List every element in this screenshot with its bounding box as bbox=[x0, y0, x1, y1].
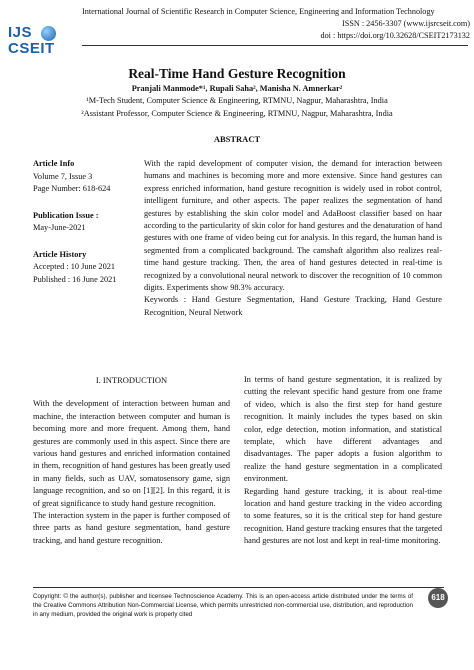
article-history-heading: Article History bbox=[33, 249, 87, 259]
intro-left-column bbox=[33, 374, 230, 547]
abstract-text bbox=[144, 158, 442, 319]
intro-paragraph-3: In terms of hand gesture segmentation, it is realized by cutting the relevant specific hand gesture from one frame of video, which is also the first step for hand gesture recognition. It mainly includes the types based on skin color, edge detection, motion information, and statistical template, which have different advantages and disadvantages. The paper adopts a fusion algorithm to realize the hand gesture segmentation in a complicated environment. bbox=[244, 375, 442, 484]
paper-title: Real-Time Hand Gesture Recognition bbox=[128, 66, 346, 81]
abstract-keywords: Keywords : Hand Gesture Segmentation, Hand Gesture Tracking, Hand Gesture Recognition, Neural Network bbox=[144, 295, 442, 317]
introduction-heading: I. INTRODUCTION bbox=[95, 375, 168, 385]
abstract-paragraph: With the rapid development of computer vision, the demand for interaction between humans and machines is becoming more and more extensive. Since hand gestures can express enriched information, hand gesture recognition is widely used in robot control, intelligent furniture, and other aspects. The paper realizes the segmentation of hand gestures by establishing the skin color model and AdaBoost classifier based on haar according to the particularity of skin color for hand gestures and the denaturation of hand gestures with one frame of video being cut for analysis. In this regard, the human hand is segmented from a complicated background. The camshaft algorithm also realizes real-time hand gesture tracking. Then, the area of hand gestures detected in real-time is recognized by a convolutional neural network to discover the recognition of 10 common digits. Experiments show 98.3% accuracy. bbox=[144, 159, 442, 293]
publication-issue-heading: Publication Issue : bbox=[33, 210, 99, 220]
article-info-heading: Article Info bbox=[33, 159, 75, 168]
intro-paragraph-2: The interaction system in the paper is further composed of three parts as hand gesture segmentation, hand gesture tracking, and hand gesture recognition. bbox=[33, 511, 230, 545]
article-pages: Page Number: 618-624 bbox=[33, 184, 111, 193]
paper-authors: Pranjali Manmode*¹, Rupali Saha², Manisha N. Amnerkar² bbox=[131, 84, 343, 93]
abstract-heading: ABSTRACT bbox=[213, 134, 261, 144]
journal-header bbox=[82, 6, 470, 42]
copyright-notice: Copyright: © the author(s), publisher and licensee Technoscience Academy. This is an open-access article distributed under the terms of the Creative Commons Attribution Non-Commercial License, which permits unrestricted non-commercial use, distribution, and reproduction in any medium, provided the original work is properly cited bbox=[33, 593, 413, 619]
accepted-date: Accepted : 10 June 2021 bbox=[33, 262, 116, 271]
intro-paragraph-1: With the development of interaction between human and machine, the interaction between computer and human is becoming more and more frequent. Among them, hand gestures are commonly used in this aspect. Since there are various hand gestures and enriched information contained in them, recognition of hand gestures has been greatly used in many fields, such as UAV, somatosensory game, sign language recognition, and so on [1][2]. In this regard, it is of great significance to study hand gesture recognition. bbox=[33, 399, 230, 508]
intro-right-column bbox=[244, 374, 442, 548]
affiliation-1: ¹M-Tech Student, Computer Science & Engineering, RTMNU, Nagpur, Maharashtra, India bbox=[86, 96, 388, 105]
published-date: Published : 16 June 2021 bbox=[33, 274, 117, 284]
publication-issue: May-June-2021 bbox=[33, 223, 86, 232]
footer-divider bbox=[33, 587, 444, 588]
journal-name: International Journal of Scientific Research in Computer Science, Engineering and Information Technology bbox=[82, 7, 435, 16]
journal-logo bbox=[8, 24, 78, 62]
page-number-badge: 618 bbox=[428, 588, 448, 608]
logo-text-ijs: IJS bbox=[8, 24, 33, 41]
journal-issn: ISSN : 2456-3307 (www.ijsrcseit.com) bbox=[342, 19, 470, 28]
article-volume: Volume 7, Issue 3 bbox=[33, 171, 93, 181]
journal-doi[interactable]: doi : https://doi.org/10.32628/CSEIT2173132 bbox=[320, 31, 470, 40]
header-divider bbox=[82, 45, 468, 46]
affiliation-2: ²Assistant Professor, Computer Science & Engineering, RTMNU, Nagpur, Maharashtra, India bbox=[81, 109, 393, 118]
logo-text-cseit: CSEIT bbox=[8, 40, 55, 57]
globe-icon bbox=[41, 26, 56, 41]
article-info bbox=[33, 158, 153, 286]
intro-paragraph-4: Regarding hand gesture tracking, it is about real-time location and hand gesture tracking in the video according to some features, so it is the critical step for hand gesture recognition. Hand gesture tracking ensures that the targeted hand gestures are not lost and kept in real-time monitoring. bbox=[244, 486, 442, 546]
